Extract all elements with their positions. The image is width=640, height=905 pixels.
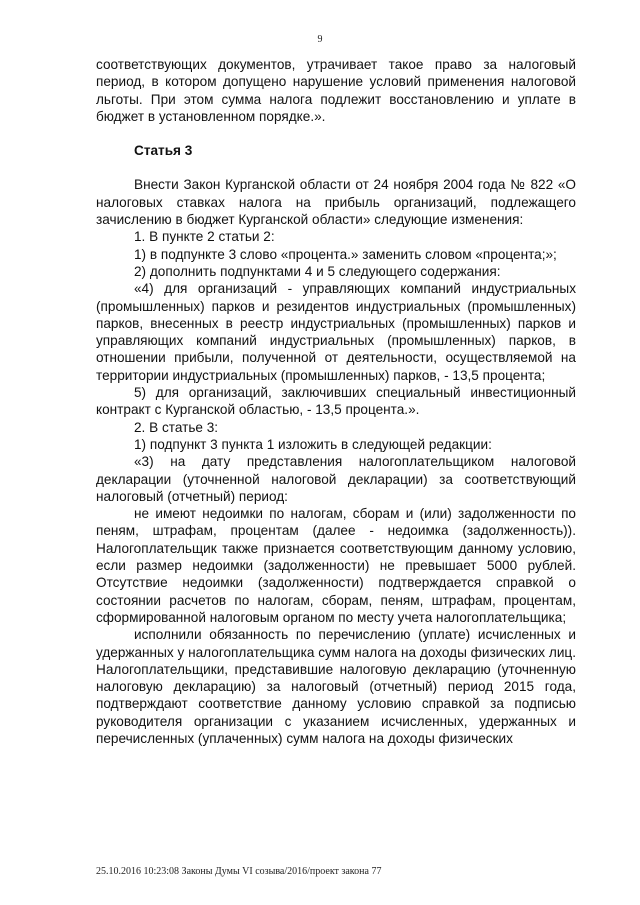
page-number: 9 <box>317 34 323 45</box>
document-body <box>96 56 576 747</box>
article-heading: Статья 3 <box>134 143 193 159</box>
paragraph: 2. В статье 3: <box>134 419 219 435</box>
paragraph: Внести Закон Курганской области от 24 ноября 2004 года № 822 «О налоговых ставках налога на прибыль организаций, подлежащего зачислению в бюджет Курганской области» следующие изменения: <box>96 177 576 228</box>
paragraph: «4) для организаций - управляющих компаний индустриальных (промышленных) парков и резидентов индустриальных (промышленных) парков, внесенных в реестр индустриальных (промышленных) парков и управляющих компаний индустриальных (промышленных) парков, в отношении прибыли, полученной от деятельности, осуществляемой на территории индустриальных (промышленных) парков, - 13,5 процента; <box>96 281 576 383</box>
paragraph: 1) подпункт 3 пункта 1 изложить в следующей редакции: <box>134 436 492 452</box>
paragraph: 1. В пункте 2 статьи 2: <box>134 229 275 245</box>
paragraph: исполнили обязанность по перечислению (уплате) исчисленных и удержанных у налогоплательщика сумм налога на доходы физических лиц. Налогоплательщики, представившие налоговую декларацию (уточненную налоговую декларацию) за налоговый (отчетный) период 2015 года, подтверждают соответствие данному условию справкой за подписью руководителя организации с указанием исчисленных, удержанных и перечисленных (уплаченных) сумм налога на доходы физических <box>96 627 576 746</box>
paragraph: 5) для организаций, заключивших специальный инвестиционный контракт с Курганской областью, - 13,5 процента.». <box>96 385 576 418</box>
paragraph: «3) на дату представления налогоплательщиком налоговой декларации (уточненной налоговой декларации) за соответствующий налоговый (отчетный) период: <box>96 454 576 504</box>
spacer <box>96 159 576 176</box>
spacer <box>96 125 576 142</box>
paragraph: не имеют недоимки по налогам, сборам и (или) задолженности по пеням, штрафам, процентам (далее - недоимка (задолженность)). Налогоплательщик также признается соответствующим данному условию, если размер недоимки (задолженности) не превышает 5000 рублей. Отсутствие недоимки (задолженности) подтверждается справкой о состоянии расчетов по налогам, сборам, пеням, штрафам, процентам, сформированной налоговым органом по месту учета налогоплательщика; <box>96 506 576 625</box>
paragraph: 2) дополнить подпунктами 4 и 5 следующего содержания: <box>134 263 501 279</box>
paragraph: 1) в подпункте 3 слово «процента.» заменить словом «процента;»; <box>134 246 557 262</box>
footer-stamp: 25.10.2016 10:23:08 Законы Думы VI созыва/2016/проект закона 77 <box>96 866 382 877</box>
paragraph: соответствующих документов, утрачивает такое право за налоговый период, в котором допущено нарушение условий применения налоговой льготы. При этом сумма налога подлежит восстановлению и уплате в бюджет в установленном порядке.». <box>96 57 576 124</box>
